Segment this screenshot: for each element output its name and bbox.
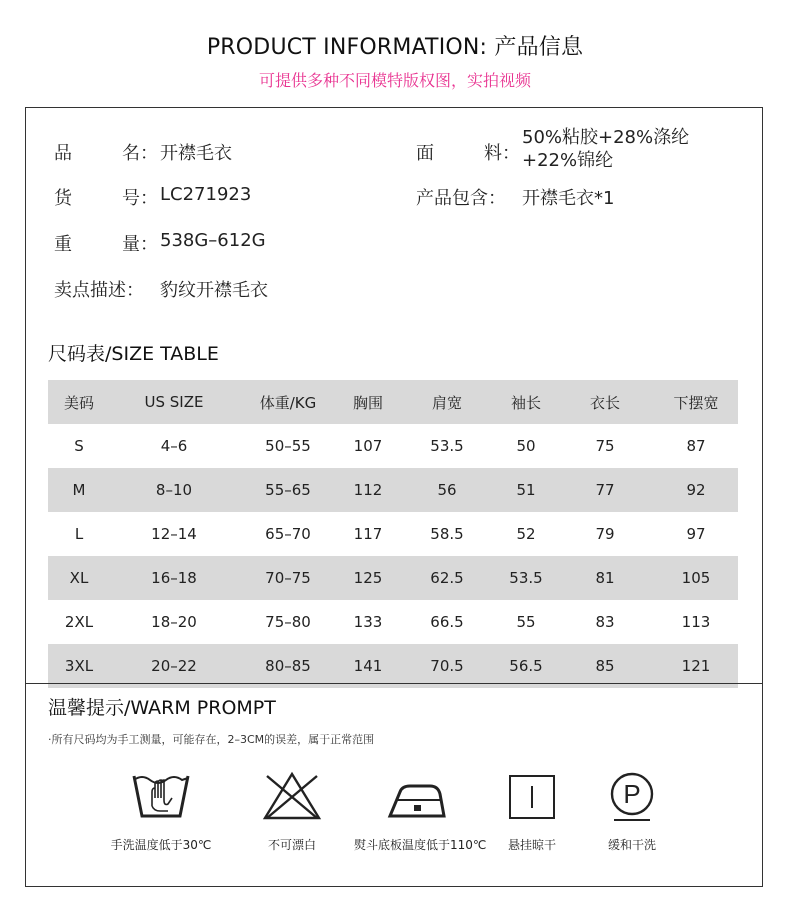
table-cell: S xyxy=(74,437,84,455)
table-cell: 4–6 xyxy=(160,437,188,455)
measurement-note: ·所有尺码均为手工测量，可能存在，2–3CM的误差，属于正常范围 xyxy=(48,733,375,746)
table-cell: 50–55 xyxy=(265,437,311,455)
table-cell: 81 xyxy=(595,569,615,587)
table-cell: 18–20 xyxy=(151,613,197,631)
header-weight: 体重/KG xyxy=(259,393,317,412)
table-cell: 87 xyxy=(686,437,706,455)
size-table xyxy=(48,380,738,688)
includes-value: 开襟毛衣*1 xyxy=(522,188,615,209)
fabric-label: 面 料 ： xyxy=(416,143,520,164)
header-sleeve: 袖长 xyxy=(510,393,541,412)
table-cell: 12–14 xyxy=(151,525,197,543)
care-hand-wash xyxy=(96,770,226,853)
table-cell: 65–70 xyxy=(265,525,311,543)
table-cell: 53.5 xyxy=(430,437,464,455)
table-row xyxy=(48,424,738,468)
table-cell: 75–80 xyxy=(265,613,311,631)
header-shoulder: 肩宽 xyxy=(431,393,462,412)
dry-clean-p-icon xyxy=(606,770,658,822)
care-label-dry-clean: 缓和干洗 xyxy=(607,838,656,852)
table-cell: 133 xyxy=(353,613,383,631)
table-cell: 121 xyxy=(681,657,711,675)
table-cell: 77 xyxy=(595,481,615,499)
selling-point-label: 卖点描述： xyxy=(54,280,144,301)
care-symbol-letter: P xyxy=(623,779,641,809)
includes-label: 产品包含： xyxy=(416,188,506,209)
table-cell: 85 xyxy=(595,657,615,675)
table-cell: 75 xyxy=(595,437,615,455)
table-cell: 92 xyxy=(686,481,706,499)
table-cell: 112 xyxy=(353,481,383,499)
care-label-line-dry: 悬挂晾干 xyxy=(507,838,556,852)
table-cell: 62.5 xyxy=(430,569,464,587)
line-dry-icon xyxy=(506,770,558,822)
table-cell: 8–10 xyxy=(155,481,193,499)
table-cell: 83 xyxy=(595,613,615,631)
header-us-code: 美码 xyxy=(63,393,94,412)
table-cell: 70.5 xyxy=(430,657,464,675)
table-cell: 53.5 xyxy=(509,569,543,587)
table-cell: 105 xyxy=(681,569,711,587)
name-label: 品 名 ： xyxy=(54,143,158,164)
table-cell: 16–18 xyxy=(151,569,197,587)
table-cell: 58.5 xyxy=(430,525,464,543)
sku-value: LC271923 xyxy=(160,184,252,205)
page-subtitle: 可提供多种不同模特版权图，实拍视频 xyxy=(258,71,531,90)
table-cell: XL xyxy=(69,569,89,587)
table-row xyxy=(48,556,738,600)
table-cell: 51 xyxy=(516,481,536,499)
no-bleach-icon xyxy=(261,770,323,822)
table-row xyxy=(48,468,738,512)
size-table-title: 尺码表/SIZE TABLE xyxy=(48,343,219,365)
table-cell: 50 xyxy=(516,437,536,455)
iron-icon xyxy=(386,770,452,822)
care-label-no-bleach: 不可漂白 xyxy=(267,838,316,852)
sku-label: 货 号 ： xyxy=(54,188,158,209)
table-cell: M xyxy=(72,481,86,499)
table-cell: 97 xyxy=(686,525,706,543)
header-bust: 胸围 xyxy=(352,393,383,412)
table-cell: 55 xyxy=(516,613,536,631)
care-no-bleach xyxy=(227,770,357,853)
table-cell: 56 xyxy=(437,481,457,499)
selling-point-value: 豹纹开襟毛衣 xyxy=(160,280,268,301)
table-cell: 117 xyxy=(353,525,383,543)
table-cell: 20–22 xyxy=(151,657,197,675)
table-row xyxy=(48,512,738,556)
weight-label: 重 量 ： xyxy=(54,234,158,255)
table-cell: 56.5 xyxy=(509,657,543,675)
table-cell: 55–65 xyxy=(265,481,311,499)
header-us-size: US SIZE xyxy=(144,393,204,411)
table-cell: 141 xyxy=(353,657,383,675)
size-table-header-row xyxy=(48,380,738,424)
header-hem: 下摆宽 xyxy=(673,393,719,412)
table-cell: 3XL xyxy=(64,657,94,675)
table-row xyxy=(48,644,738,688)
weight-value: 538G–612G xyxy=(160,230,266,251)
care-iron xyxy=(354,770,487,853)
warm-prompt-title: 温馨提示/WARM PROMPT xyxy=(48,697,276,719)
table-cell: L xyxy=(74,525,84,543)
care-label-iron: 熨斗底板温度低于110℃ xyxy=(354,838,487,852)
hand-wash-icon xyxy=(130,770,192,822)
header-length: 衣长 xyxy=(589,393,620,412)
table-cell: 79 xyxy=(595,525,615,543)
table-cell: 70–75 xyxy=(265,569,311,587)
care-dry-clean xyxy=(567,770,697,853)
name-value: 开襟毛衣 xyxy=(160,143,232,164)
table-row xyxy=(48,600,738,644)
table-cell: 125 xyxy=(353,569,383,587)
care-label-hand-wash: 手洗温度低于30℃ xyxy=(110,838,212,852)
fabric-value: 50%粘胶+28%涤纶 +22%锦纶 xyxy=(522,127,690,171)
table-cell: 80–85 xyxy=(265,657,311,675)
section-divider xyxy=(26,683,762,684)
table-cell: 52 xyxy=(516,525,536,543)
table-cell: 66.5 xyxy=(430,613,464,631)
table-cell: 107 xyxy=(353,437,383,455)
page-title: PRODUCT INFORMATION: 产品信息 xyxy=(206,35,584,60)
table-cell: 113 xyxy=(681,613,711,631)
table-cell: 2XL xyxy=(64,613,94,631)
